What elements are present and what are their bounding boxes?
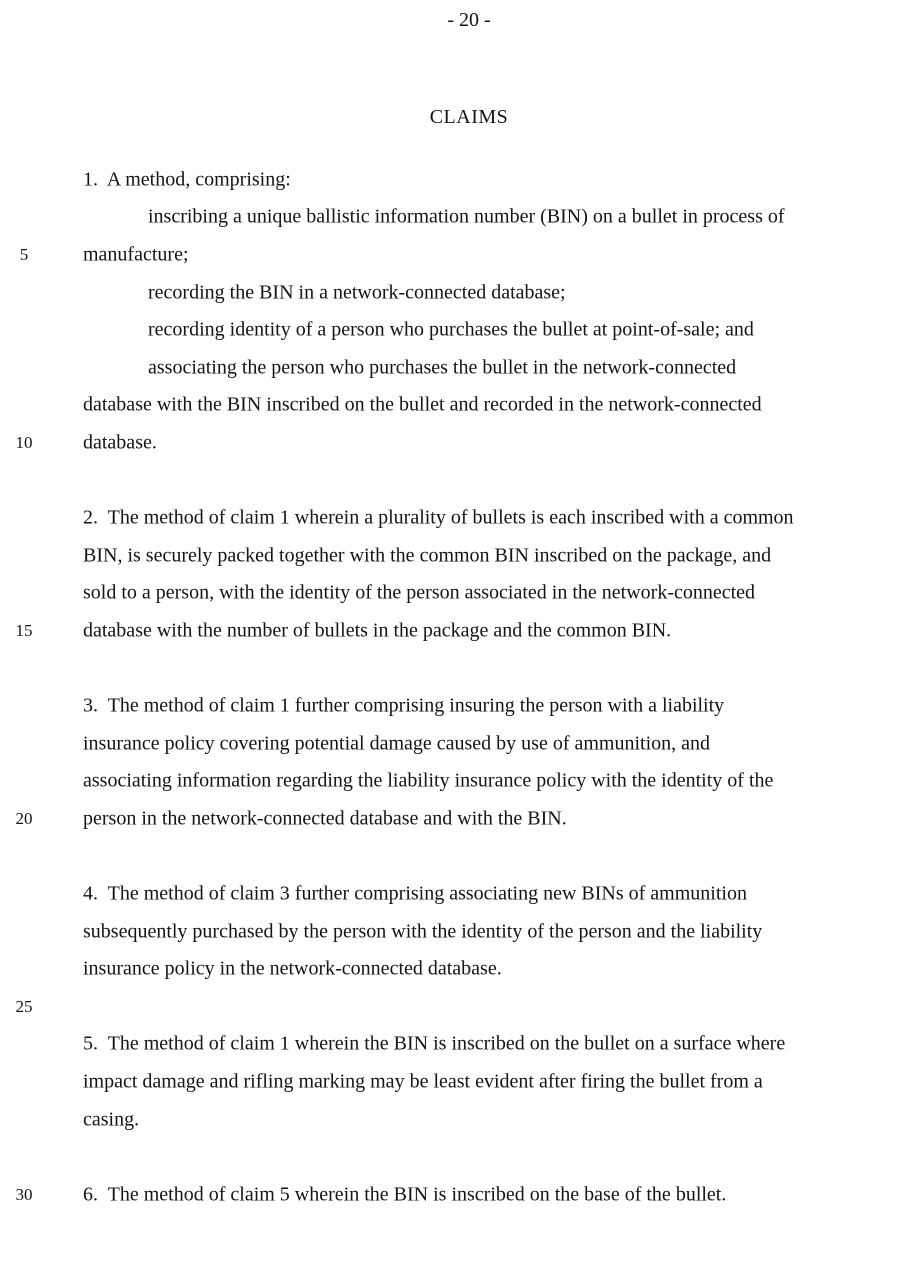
document-line — [0, 349, 909, 387]
line-text: sold to a person, with the identity of the person associated in the network-connected — [83, 581, 756, 604]
document-line — [0, 1101, 909, 1139]
document-line — [0, 274, 909, 312]
document-line — [0, 462, 909, 500]
margin-line-number: 15 — [15, 620, 33, 640]
document-line — [0, 499, 909, 537]
document-line — [0, 913, 909, 951]
document-line — [0, 612, 909, 650]
document-line — [0, 875, 909, 913]
line-text: database with the BIN inscribed on the bullet and recorded in the network-connected — [83, 393, 762, 416]
document-line — [0, 387, 909, 425]
line-text: manufacture; — [83, 243, 189, 266]
line-text: BIN, is securely packed together with the common BIN inscribed on the package, and — [83, 544, 772, 567]
document-line — [0, 650, 909, 688]
margin-line-number: 20 — [15, 808, 33, 828]
line-text: 1. A method, comprising: — [83, 168, 291, 191]
document-line — [0, 1026, 909, 1064]
document-line — [0, 161, 909, 199]
line-text: 3. The method of claim 1 further comprising insuring the person with a liability — [83, 694, 725, 717]
line-text: insurance policy covering potential damage caused by use of ammunition, and — [83, 732, 711, 755]
document-line — [0, 687, 909, 725]
margin-line-number: 30 — [15, 1184, 33, 1204]
document-line — [0, 763, 909, 801]
document-line — [0, 236, 909, 274]
line-text: 2. The method of claim 1 wherein a plurality of bullets is each inscribed with a common — [83, 506, 794, 529]
margin-line-number: 25 — [15, 996, 33, 1016]
document-line — [0, 838, 909, 876]
line-text: database. — [83, 431, 157, 454]
document-line — [0, 1176, 909, 1214]
document-line — [0, 725, 909, 763]
line-text: subsequently purchased by the person with the identity of the person and the liability — [83, 920, 763, 943]
document-line — [0, 1138, 909, 1176]
document-line — [0, 988, 909, 1026]
claims-body — [0, 161, 909, 1214]
document-line — [0, 950, 909, 988]
line-text: impact damage and rifling marking may be least evident after firing the bullet from a — [83, 1070, 763, 1093]
line-text: associating the person who purchases the bullet in the network-connected — [148, 356, 737, 379]
line-text: recording the BIN in a network-connected database; — [148, 281, 566, 304]
line-text: database with the number of bullets in the package and the common BIN. — [83, 619, 672, 642]
document-line — [0, 800, 909, 838]
line-text: inscribing a unique ballistic information number (BIN) on a bullet in process of — [148, 205, 785, 228]
line-text: 4. The method of claim 3 further comprising associating new BINs of ammunition — [83, 882, 747, 905]
line-text: 6. The method of claim 5 wherein the BIN is inscribed on the base of the bullet. — [83, 1183, 727, 1206]
line-text: insurance policy in the network-connected database. — [83, 957, 502, 980]
document-line — [0, 424, 909, 462]
document-line — [0, 311, 909, 349]
document-line — [0, 575, 909, 613]
margin-line-number: 10 — [15, 432, 33, 452]
claims-section-title: CLAIMS — [429, 106, 509, 128]
page-number: - 20 - — [447, 9, 491, 31]
document-line — [0, 199, 909, 237]
line-text: recording identity of a person who purchases the bullet at point-of-sale; and — [148, 318, 754, 341]
document-line — [0, 1063, 909, 1101]
margin-line-number: 5 — [19, 244, 29, 264]
line-text: casing. — [83, 1108, 140, 1131]
line-text: 5. The method of claim 1 wherein the BIN is inscribed on the bullet on a surface where — [83, 1032, 786, 1055]
line-text: person in the network-connected database and with the BIN. — [83, 807, 567, 830]
document-line — [0, 537, 909, 575]
line-text: associating information regarding the liability insurance policy with the identity of the — [83, 769, 774, 792]
